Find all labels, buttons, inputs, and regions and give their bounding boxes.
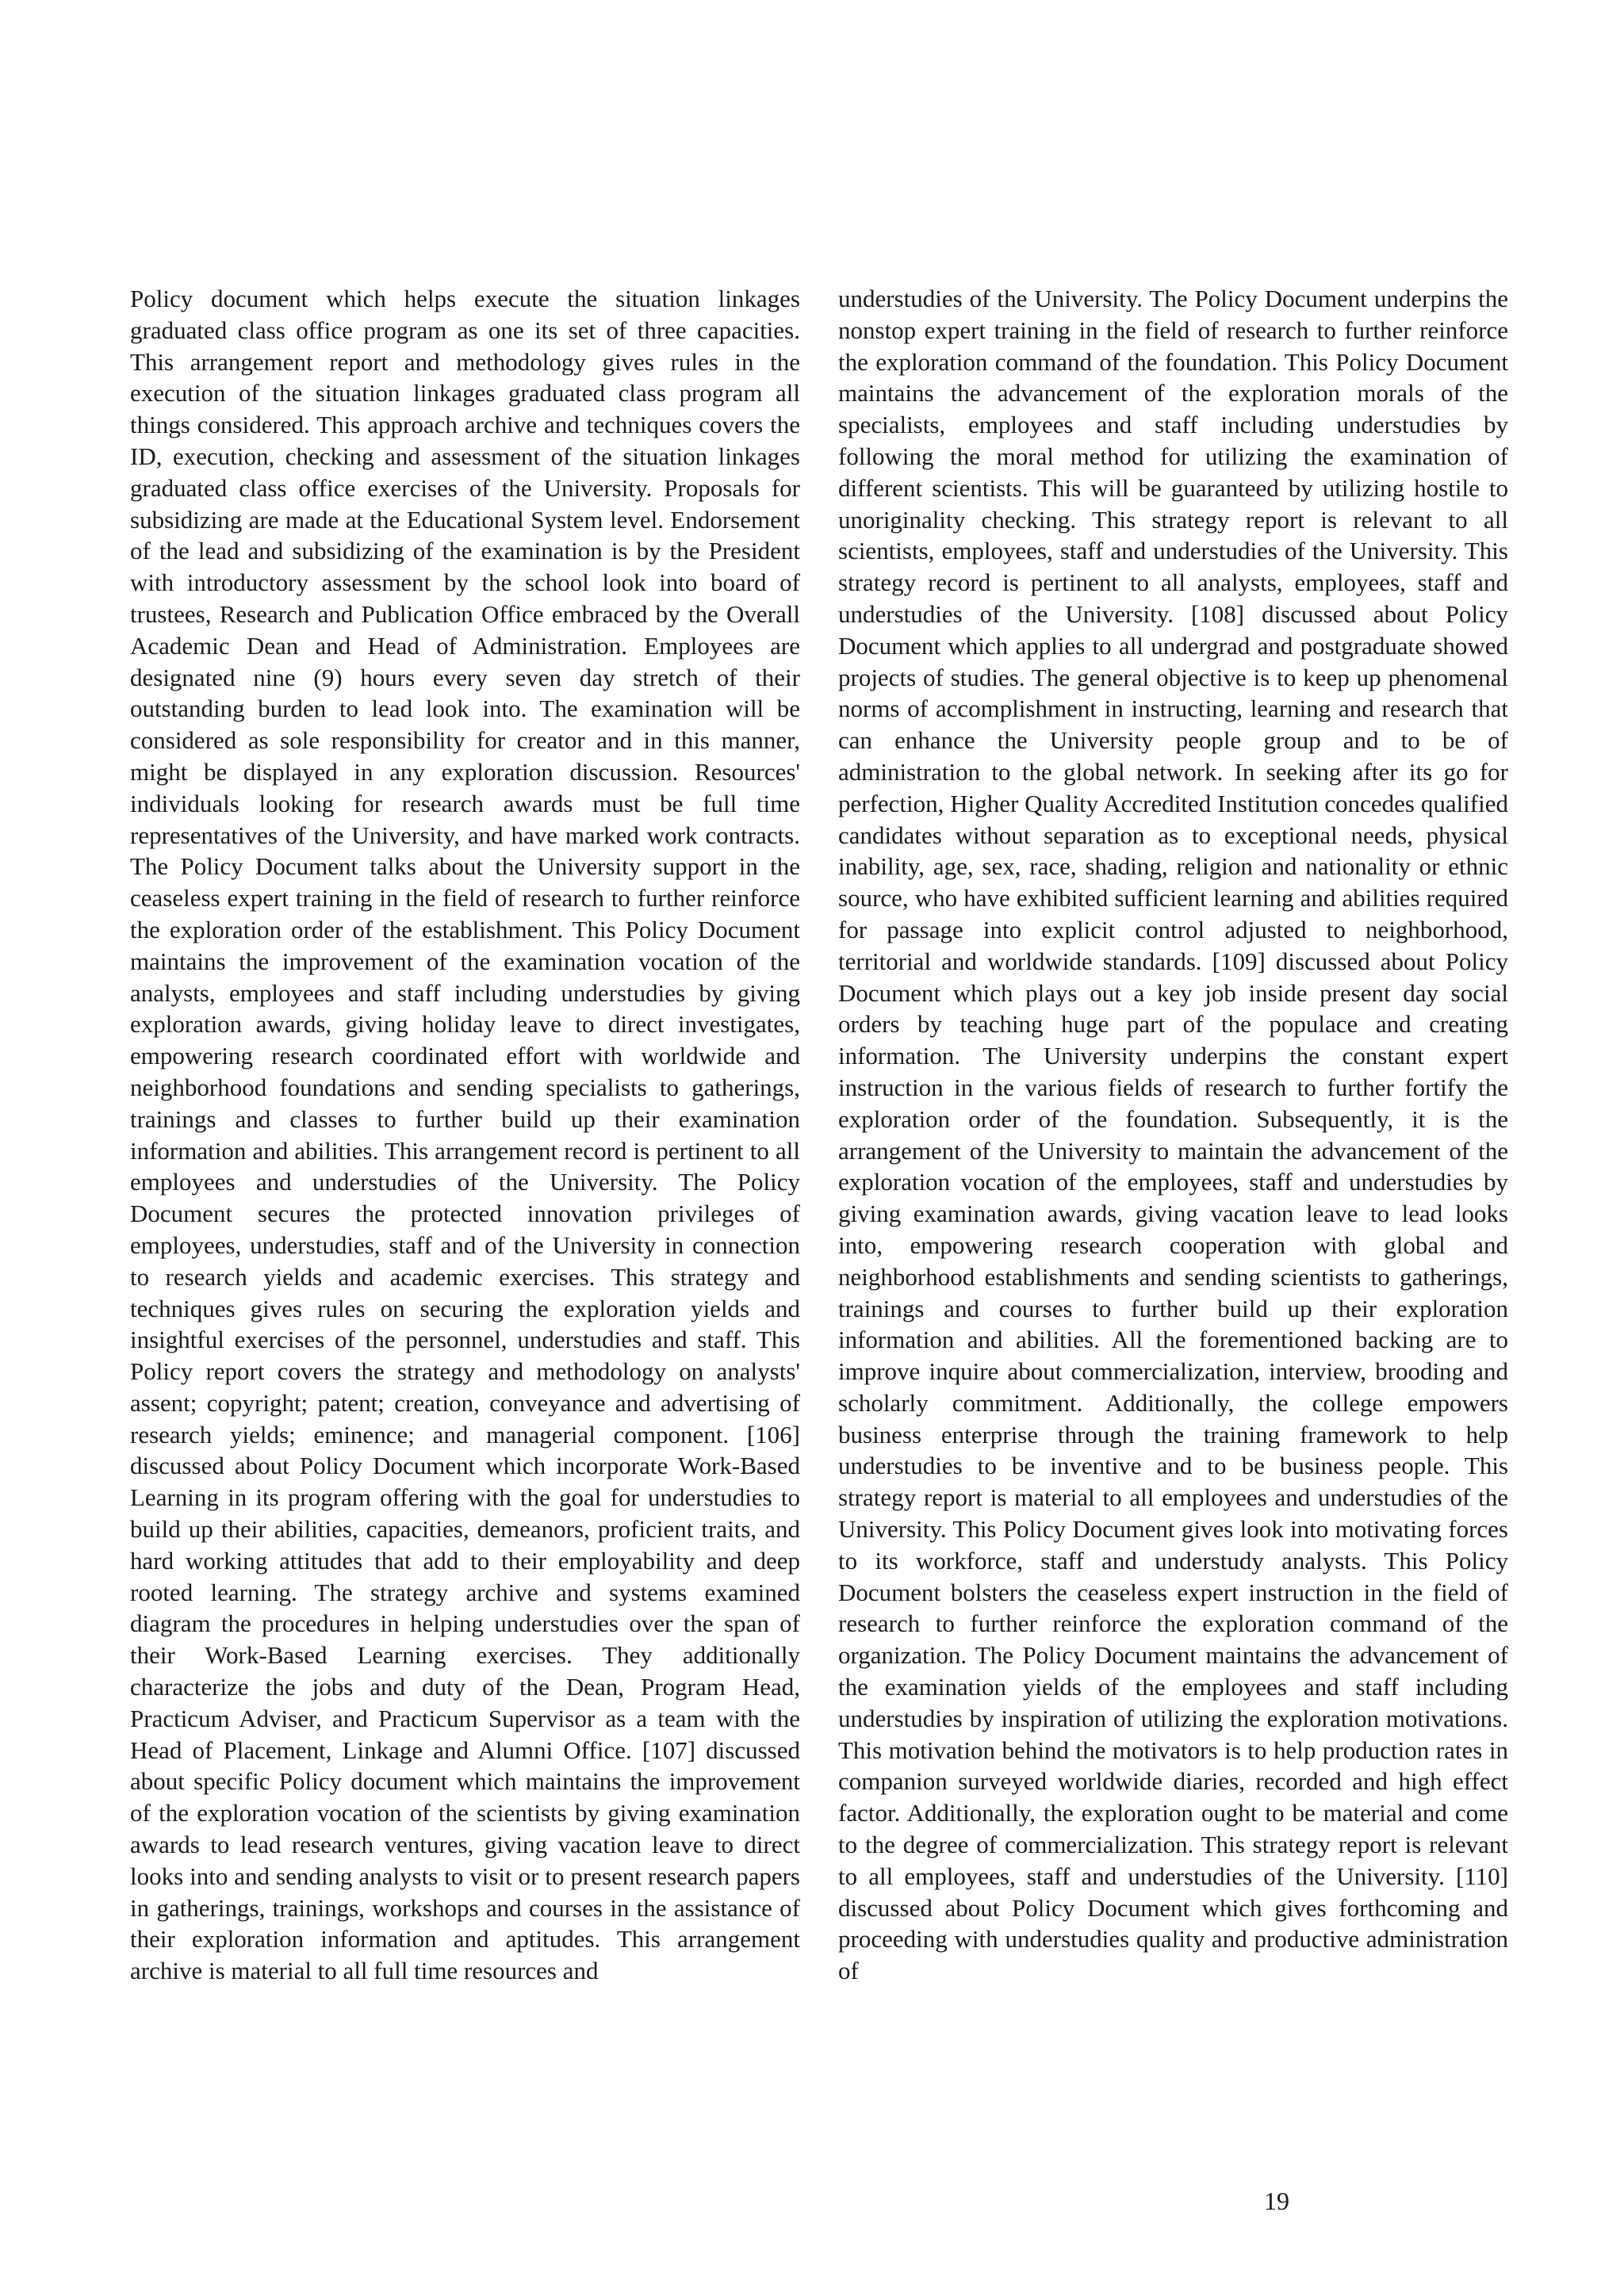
body-paragraph-left: Policy document which helps execute the situation linkages graduated class office program as one its set of three capacities. This arrangement report and methodology gives rules in the execution of the situation linkages graduated class program all things considered. This approach archive and techniques covers the ID, execution, checking and assessment of the situation linkages graduated class office exercises of the University. Proposals for subsidizing are made at the Educational System level. Endorsement of the lead and subsidizing of the examination is by the President with introductory assessment by the school look into board of trustees, Research and Publication Office embraced by the Overall Academic Dean and Head of Administration. Employees are designated nine (9) hours every seven day stretch of their outstanding burden to lead look into. The examination will be considered as sole responsibility for creator and in this manner, might be displayed in any exploration discussion. Resources' individuals looking for research awards must be full time representatives of the University, and have marked work contracts. The Policy Document talks about the University support in the ceaseless expert training in the field of research to further reinforce the exploration order of the establishment. This Policy Document maintains the improvement of the examination vocation of the analysts, employees and staff including understudies by giving exploration awards, giving holiday leave to direct investigates, empowering research coordinated effort with worldwide and neighborhood foundations and sending specialists to gatherings, trainings and classes to further build up their examination information and abilities. This arrangement record is pertinent to all employees and understudies of the University. The Policy Document secures the protected innovation privileges of employees, understudies, staff and of the University in connection to research yields and academic exercises. This strategy and techniques gives rules on securing the exploration yields and insightful exercises of the personnel, understudies and staff. This Policy report covers the strategy and methodology on analysts' assent; copyright; patent; creation, conveyance and advertising of research yields; eminence; and managerial component. [106] discussed about Policy Document which incorporate Work-Based Learning in its program offering with the goal for understudies to build up their abilities, capacities, demeanors, proficient traits, and hard working attitudes that add to their employability and deep rooted learning. The strategy archive and systems examined diagram the procedures in helping understudies over the span of their Work-Based Learning exercises. They additionally characterize the jobs and duty of the Dean, Program Head, Practicum Adviser, and Practicum Supervisor as a team with the Head of Placement, Linkage and Alumni Office. [107] discussed about specific Policy document which maintains the improvement of the exploration vocation of the scientists by giving examination awards to lead research ventures, giving vacation leave to direct looks into and sending analysts to visit or to present research papers in gatherings, trainings, workshops and courses in the assistance of their exploration information and aptitudes. This arrangement archive is material to all full time resources and bbox=[130, 285, 800, 1985]
body-paragraph-right: understudies of the University. The Policy Document underpins the nonstop expert training in the field of research to further reinforce the exploration command of the foundation. This Policy Document maintains the advancement of the exploration morals of the specialists, employees and staff including understudies by following the moral method for utilizing the examination of different scientists. This will be guaranteed by utilizing hostile to unoriginality checking. This strategy report is relevant to all scientists, employees, staff and understudies of the University. This strategy record is pertinent to all analysts, employees, staff and understudies of the University. [108] discussed about Policy Document which applies to all undergrad and postgraduate showed projects of studies. The general objective is to keep up phenomenal norms of accomplishment in instructing, learning and research that can enhance the University people group and to be of administration to the global network. In seeking after its go for perfection, Higher Quality Accredited Institution concedes qualified candidates without separation as to exceptional needs, physical inability, age, sex, race, shading, religion and nationality or ethnic source, who have exhibited sufficient learning and abilities required for passage into explicit control adjusted to neighborhood, territorial and worldwide standards. [109] discussed about Policy Document which plays out a key job inside present day social orders by teaching huge part of the populace and creating information. The University underpins the constant expert instruction in the various fields of research to further fortify the exploration order of the foundation. Subsequently, it is the arrangement of the University to maintain the advancement of the exploration vocation of the employees, staff and understudies by giving examination awards, giving vacation leave to lead looks into, empowering research cooperation with global and neighborhood establishments and sending scientists to gatherings, trainings and courses to further build up their exploration information and abilities. All the forementioned backing are to improve inquire about commercialization, interview, brooding and scholarly commitment. Additionally, the college empowers business enterprise through the training framework to help understudies to be inventive and to be business people. This strategy report is material to all employees and understudies of the University. This Policy Document gives look into motivating forces to its workforce, staff and understudy analysts. This Policy Document bolsters the ceaseless expert instruction in the field of research to further reinforce the exploration command of the organization. The Policy Document maintains the advancement of the examination yields of the employees and staff including understudies by inspiration of utilizing the exploration motivations. This motivation behind the motivators is to help production rates in companion surveyed worldwide diaries, recorded and high effect factor. Additionally, the exploration ought to be material and come to the degree of commercialization. This strategy report is relevant to all employees, staff and understudies of the University. [110] discussed about Policy Document which gives forthcoming and proceeding with understudies quality and productive administration of bbox=[838, 285, 1508, 1985]
text-column-left bbox=[130, 283, 800, 1987]
text-column-right bbox=[838, 283, 1508, 1987]
page-number: 19 bbox=[1264, 2187, 1289, 2215]
